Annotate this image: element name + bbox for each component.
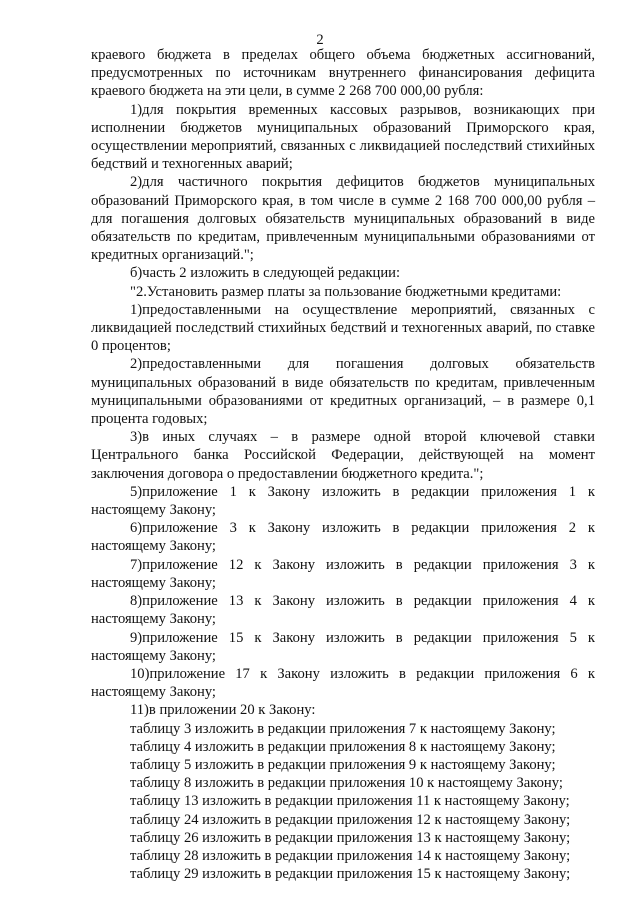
table-amendment-item: таблицу 4 изложить в редакции приложения 8 к настоящему Закону; bbox=[130, 738, 556, 755]
paragraph: 8)приложение 13 к Закону изложить в редакции приложения 4 к настоящему Закону; bbox=[91, 593, 595, 628]
paragraph: 6)приложение 3 к Закону изложить в редакции приложения 2 к настоящему Закону; bbox=[91, 520, 595, 555]
paragraph: 9)приложение 15 к Закону изложить в редакции приложения 5 к настоящему Закону; bbox=[91, 629, 595, 664]
table-amendment-item: таблицу 24 изложить в редакции приложения 12 к настоящему Закону; bbox=[130, 811, 571, 828]
table-amendment-item: таблицу 5 изложить в редакции приложения 9 к настоящему Закону; bbox=[130, 756, 556, 773]
paragraph: 5)приложение 1 к Закону изложить в редакции приложения 1 к настоящему Закону; bbox=[91, 483, 595, 519]
table-amendment-item: таблицу 29 изложить в редакции приложения 15 к настоящему Закону; bbox=[130, 866, 571, 883]
paragraph: 11)в приложении 20 к Закону: bbox=[130, 702, 316, 719]
table-amendment-item: таблицу 26 изложить в редакции приложения 13 к настоящему Закону; bbox=[130, 829, 571, 846]
table-amendment-item: таблицу 8 изложить в редакции приложения 10 к настоящему Закону; bbox=[130, 775, 563, 792]
paragraph: б)часть 2 изложить в следующей редакции: bbox=[130, 265, 401, 282]
paragraph: 2)для частичного покрытия дефицитов бюджетов муниципальных образований Приморского края, в том числе в сумме 2 168 700 000,00 рубля – для погашения долговых обязательств муниципальных образований в виде обязательств по кредитам, привлеченным муниципальными образованиями от кредитных организаций."; bbox=[91, 174, 595, 264]
table-amendment-item: таблицу 28 изложить в редакции приложения 14 к настоящему Закону; bbox=[130, 847, 571, 864]
table-amendment-item: таблицу 3 изложить в редакции приложения 7 к настоящему Закону; bbox=[130, 720, 556, 737]
page-number: 2 bbox=[316, 32, 324, 48]
paragraph: 10)приложение 17 к Закону изложить в редакции приложения 6 к настоящему Закону; bbox=[91, 665, 595, 701]
paragraph: краевого бюджета в пределах общего объема бюджетных ассигнований, предусмотренных по источникам внутреннего финансирования дефицита краевого бюджета на эти цели, в сумме 2 268 700 000,00 рубля: bbox=[91, 47, 595, 100]
paragraph: 1)для покрытия временных кассовых разрывов, возникающих при исполнении бюджетов муниципальных образований Приморского края, осуществлении мероприятий, связанных с ликвидацией последствий стихийных бедствий и техногенных аварий; bbox=[91, 101, 595, 173]
paragraph: 1)предоставленными на осуществление мероприятий, связанных с ликвидацией последствий стихийных бедствий и техногенных аварий, по ставке 0 процентов; bbox=[91, 301, 595, 355]
paragraph: "2.Установить размер платы за пользование бюджетными кредитами: bbox=[130, 283, 562, 300]
paragraph: 7)приложение 12 к Закону изложить в редакции приложения 3 к настоящему Закону; bbox=[91, 556, 595, 591]
document-body bbox=[91, 46, 595, 883]
paragraph: 3)в иных случаях – в размере одной второй ключевой ставки Центрального банка Российской Федерации, действующей на момент заключения договора о предоставлении бюджетного кредита."; bbox=[91, 429, 595, 482]
paragraph: 2)предоставленными для погашения долговых обязательств муниципальных образований в виде обязательств по кредитам, привлеченным муниципальными образованиями от кредитных организаций, – в размере 0,1 процента годовых; bbox=[91, 356, 595, 428]
table-amendment-item: таблицу 13 изложить в редакции приложения 11 к настоящему Закону; bbox=[130, 793, 570, 810]
